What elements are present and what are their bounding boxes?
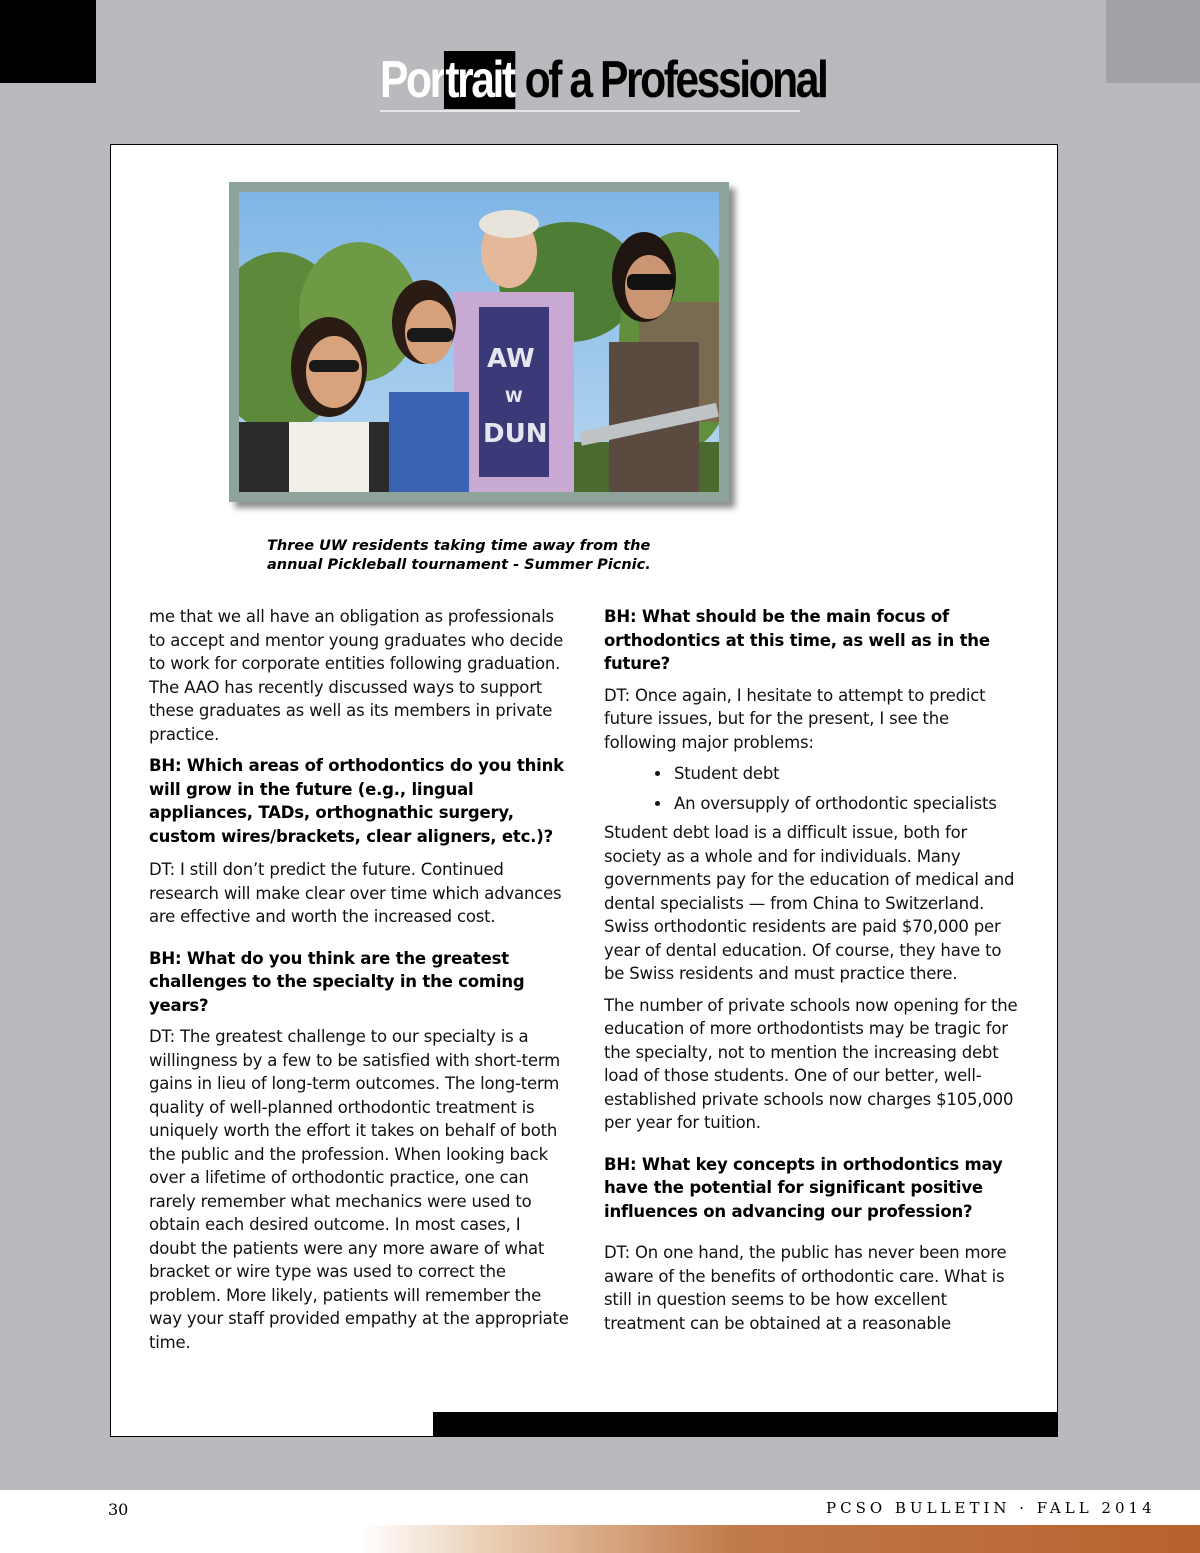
title-part-2: trait <box>445 51 514 109</box>
shirt-text-2: W <box>505 387 523 406</box>
answer-paragraph: DT: The greatest challenge to our specialty is a willingness by a few to be satisfied with short-term gains in lieu of long-term outcomes. The long-term quality of well-planned orthodontic treatment is uniquely worth the effort it takes on behalf of both the public and the profession. When looking back over a lifetime of orthodontic practice, one can rarely remember what mechanics were used to obtain each desired outcome. In most cases, I doubt the patients were any more aware of what bracket or wire type was used to correct the problem. More likely, patients will remember the way your staff provided empathy at the appropriate time. <box>149 1027 569 1352</box>
paragraph: me that we all have an obligation as professionals to accept and mentor young graduates who decide to work for corporate entities following graduation. The AAO has recently discussed ways to support these graduates as well as its members in private practice. <box>149 607 564 744</box>
question-heading: BH: What key concepts in orthodontics may have the potential for significant positive influences on advancing our profession? <box>604 1154 1003 1221</box>
page-number: 30 <box>108 1500 129 1519</box>
photo-frame <box>229 182 729 502</box>
title-part-3: of a Professional <box>515 51 827 109</box>
list-item: • Student debt <box>672 762 1024 786</box>
corner-block-grey <box>1106 0 1200 83</box>
shirt-text-3: DUN <box>483 419 548 449</box>
article-panel <box>110 144 1058 1437</box>
page-title <box>380 40 826 120</box>
answer-paragraph: DT: I still don’t predict the future. Continued research will make clear over time which advances are effective and worth the increased cost. <box>149 860 562 926</box>
panel-bottom-bar <box>433 1412 1058 1436</box>
paragraph: Student debt load is a difficult issue, both for society as a whole and for individuals. Many governments pay for the education of medical and dental specialists — from China to Switzerland. Swiss orthodontic residents are paid $70,000 per year of dental education. Of course, they have to be Swiss residents and must practice there. <box>604 823 1015 983</box>
corner-block-black <box>0 0 96 83</box>
photo-caption <box>267 537 737 575</box>
answer-paragraph: DT: On one hand, the public has never been more aware of the benefits of orthodontic care. What is still in question seems to be how excellent treatment can be obtained at a reasonable <box>604 1243 1007 1333</box>
paragraph: The number of private schools now opening for the education of more orthodontists may be tragic for the specialty, not to mention the increasing debt load of those students. One of our better, well-established private schools now charges $105,000 per year for tuition. <box>604 995 1018 1132</box>
title-part-1: Por <box>380 51 444 109</box>
caption-line-1: Three UW residents taking time away from the <box>267 538 651 554</box>
question-heading: BH: What do you think are the greatest challenges to the specialty in the coming years? <box>149 948 525 1015</box>
left-column <box>149 605 569 1362</box>
bullet-list <box>604 762 1024 815</box>
list-item: • An oversupply of orthodontic specialists <box>672 792 1024 816</box>
right-column <box>604 605 1024 1343</box>
answer-paragraph: DT: Once again, I hesitate to attempt to predict future issues, but for the present, I see the following major problems: <box>604 685 986 752</box>
photo-illustration <box>239 192 719 492</box>
question-heading: BH: Which areas of orthodontics do you think will grow in the future (e.g., lingual appliances, TADs, orthognathic surgery, custom wires/brackets, clear aligners, etc.)? <box>149 756 564 846</box>
publication-name: PCSO BULLETIN · FALL 2014 <box>826 1499 1156 1517</box>
caption-line-2: annual Pickleball tournament - Summer Picnic. <box>267 557 651 573</box>
photo <box>239 192 719 492</box>
shirt-text-1: AW <box>487 344 535 374</box>
footer-gradient-bar <box>360 1525 1200 1553</box>
title-underline <box>380 110 800 112</box>
question-heading: BH: What should be the main focus of orthodontics at this time, as well as in the future? <box>604 607 990 673</box>
